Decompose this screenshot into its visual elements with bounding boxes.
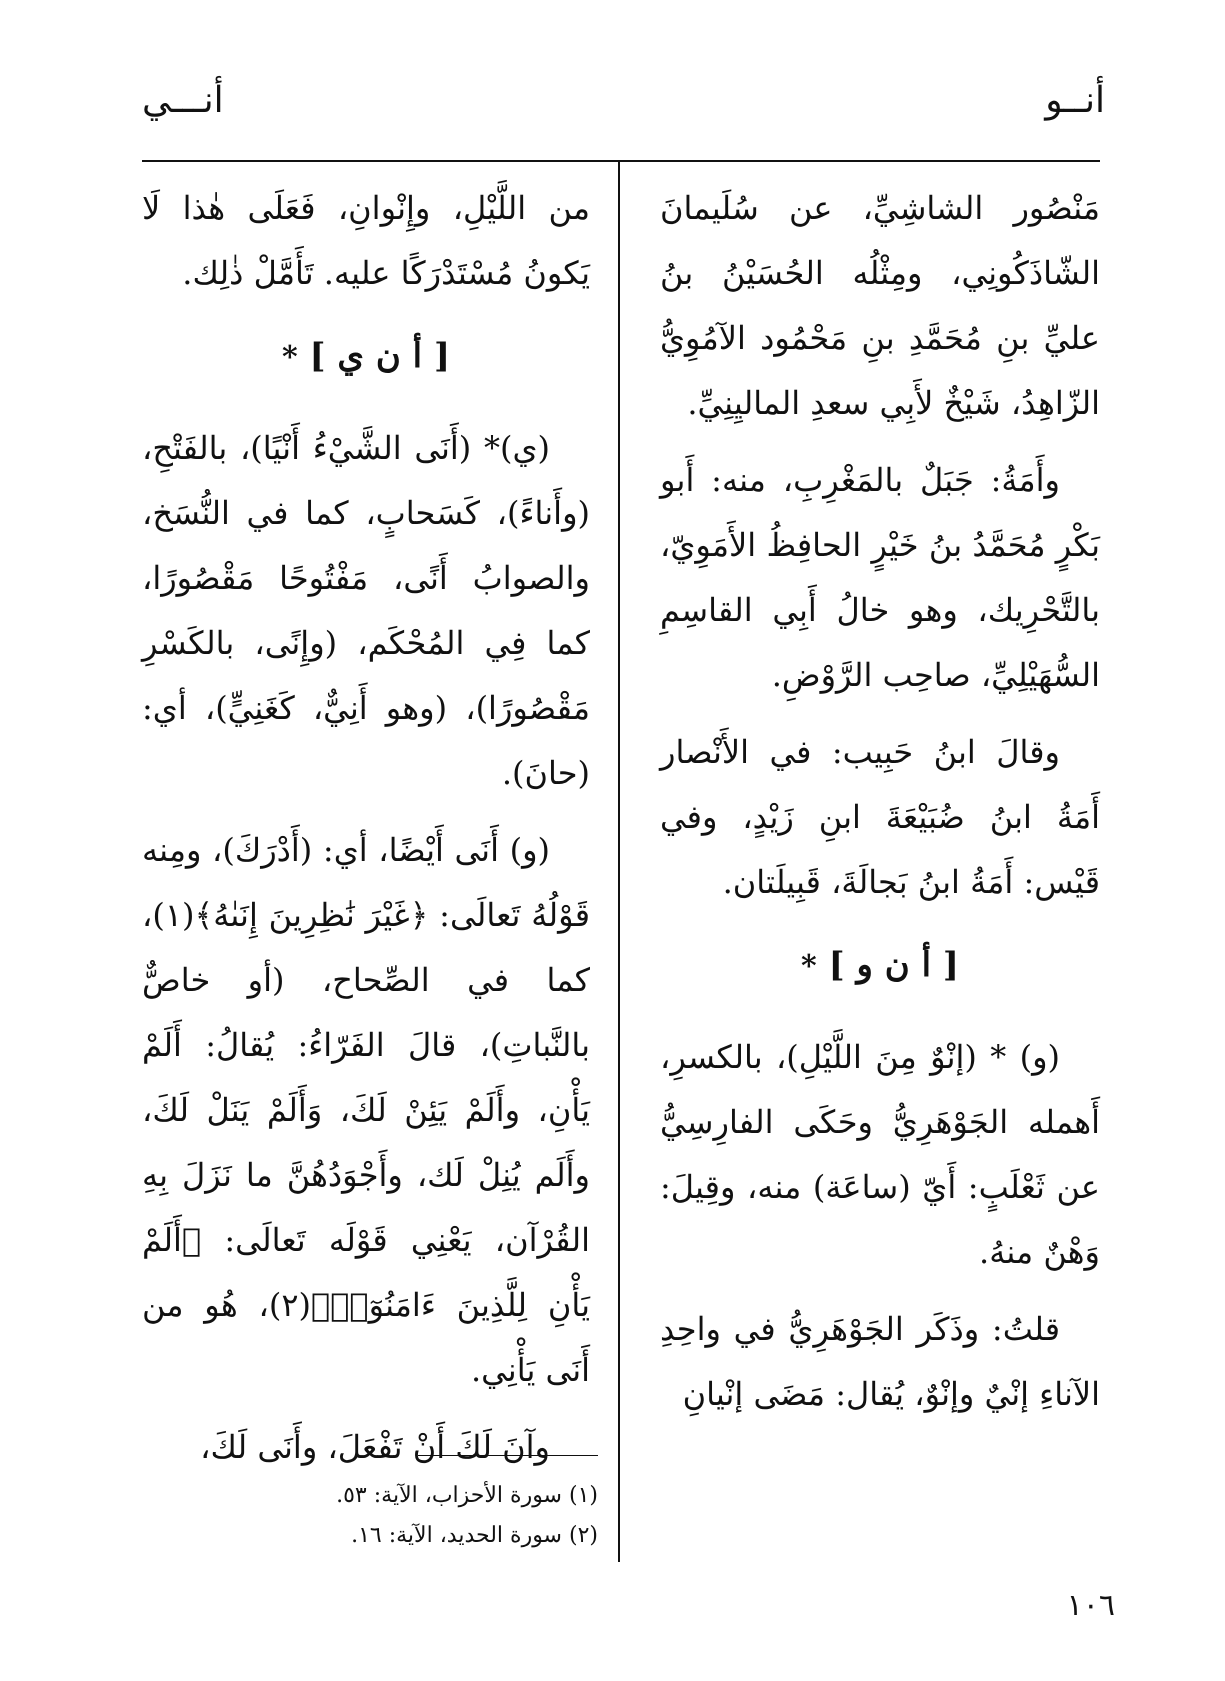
star-icon: * (281, 340, 298, 375)
running-head-right: أنــو (1045, 80, 1105, 121)
left-paragraph-3: (و) أَنَى أَيْضًا، أي: (أَدْرَكَ)، ومِنه قَوْلُهُ تَعالَى: ﴿غَيْرَ نَٰظِرِينَ إِنَىٰهُ﴾(١)، كما في الصِّحاح، (أو خاصٌّ بالنَّباتِ)، قالَ الفَرّاءُ: يُقالُ: أَلَمْ يَأْنِ، وأَلَمْ يَئِنْ لَكَ، وَأَلَمْ يَنَلْ لَكَ، وأَلَم يُنِلْ لَك، وأَجْوَدُهُنَّ ما نَزَلَ بِهِ القُرْآن، يَعْنِي قَوْلَه تَعالَى: ﴿أَلَمْ يَأْنِ لِلَّذِينَ ءَامَنُوٓا۟﴾(٢)، هُو من أَنَى يَأْنِي. (142, 831, 591, 1389)
header-rule (142, 160, 1100, 162)
page-number: ١٠٦ (1066, 1588, 1115, 1623)
section-heading-any-text: [ أ ن ي ] (309, 336, 451, 376)
section-heading-anw (660, 933, 1100, 999)
right-paragraph-4: (و) * (إنْوٌ مِنَ اللَّيْلِ)، بالكسرِ، أَهمله الجَوْهَرِيُّ وحَكَى الفارِسِيُّ عن ثَعْلَبٍ: أَيّ (ساعَة) منه، وقِيلَ: وَهْنٌ منهُ. (660, 1038, 1100, 1271)
star-icon: * (801, 949, 817, 984)
left-paragraph-2: (ي)* (أَنَى الشَّيْءُ أَنْيًا)، بالفَتْحِ، (وأَناءً)، كَسَحابٍ، كما في النُّسَخ، والصوابُ أَنًى، مَفْتُوحًا مَقْصُورًا، كما فِي المُحْكَم، (وإِنًى، بالكَسْرِ مَقْصُورًا)، (وهو أَنِيٌّ، كَغَنِيٍّ)، أي: (حانَ). (142, 429, 590, 792)
left-column (142, 176, 590, 1492)
right-column (660, 176, 1100, 1439)
footnote-rule (418, 1455, 598, 1456)
left-paragraph-4: وآنَ لَكَ أَنْ تَفْعَلَ، وأَنَى لَكَ، (200, 1428, 550, 1466)
section-heading-anw-text: [ أ ن و ] (828, 945, 959, 985)
left-paragraph-1: من اللَّيْلِ، وإِنْوانِ، فَعَلَى هٰذا لَا يَكونُ مُسْتَدْرَكًا عليه. تَأَمَّلْ ذٰلِك. (142, 189, 590, 292)
footnote-2: (٢) سورة الحديد، الآية: ١٦. (351, 1523, 598, 1548)
right-paragraph-2: وأَمَةُ: جَبَلٌ بالمَغْرِبِ، منه: أَبو بَكْرٍ مُحَمَّدُ بنُ خَيْرٍ الحافِظُ الأَمَوِيّ، بالتَّحْرِيك، وهو خالُ أَبِي القاسِمِ السُّهَيْلِيِّ، صاحِب الرَّوْضِ. (660, 461, 1100, 694)
section-heading-any (142, 324, 590, 390)
column-divider (618, 162, 620, 1562)
footnotes (230, 1476, 598, 1556)
right-paragraph-3: وقالَ ابنُ حَبِيب: في الأَنْصار أَمَةُ ابنُ ضُبَيْعَةَ ابنِ زَيْدٍ، وفي قَيْس: أَمَةُ ابنُ بَجالَةَ، قَبِيلَتان. (660, 733, 1100, 901)
running-head-left: أنـــي (142, 80, 224, 121)
right-paragraph-5: قلتُ: وذَكَر الجَوْهَرِيُّ في واحِدِ الآناءِ إنْيٌ وإنْوٌ، يُقال: مَضَى إنْيانِ (660, 1310, 1100, 1413)
right-paragraph-1: مَنْصُور الشاشِيِّ، عن سُلَيمانَ الشّاذَكُونِي، ومِثْلُه الحُسَيْنُ بنُ عليِّ بنِ مُحَمَّدِ بنِ مَحْمُود الآمُوِيُّ الزّاهِدُ، شَيْخٌ لأَبِي سعدِ الماليِنِيِّ. (660, 189, 1100, 422)
footnote-1: (١) سورة الأحزاب، الآية: ٥٣. (336, 1483, 598, 1508)
